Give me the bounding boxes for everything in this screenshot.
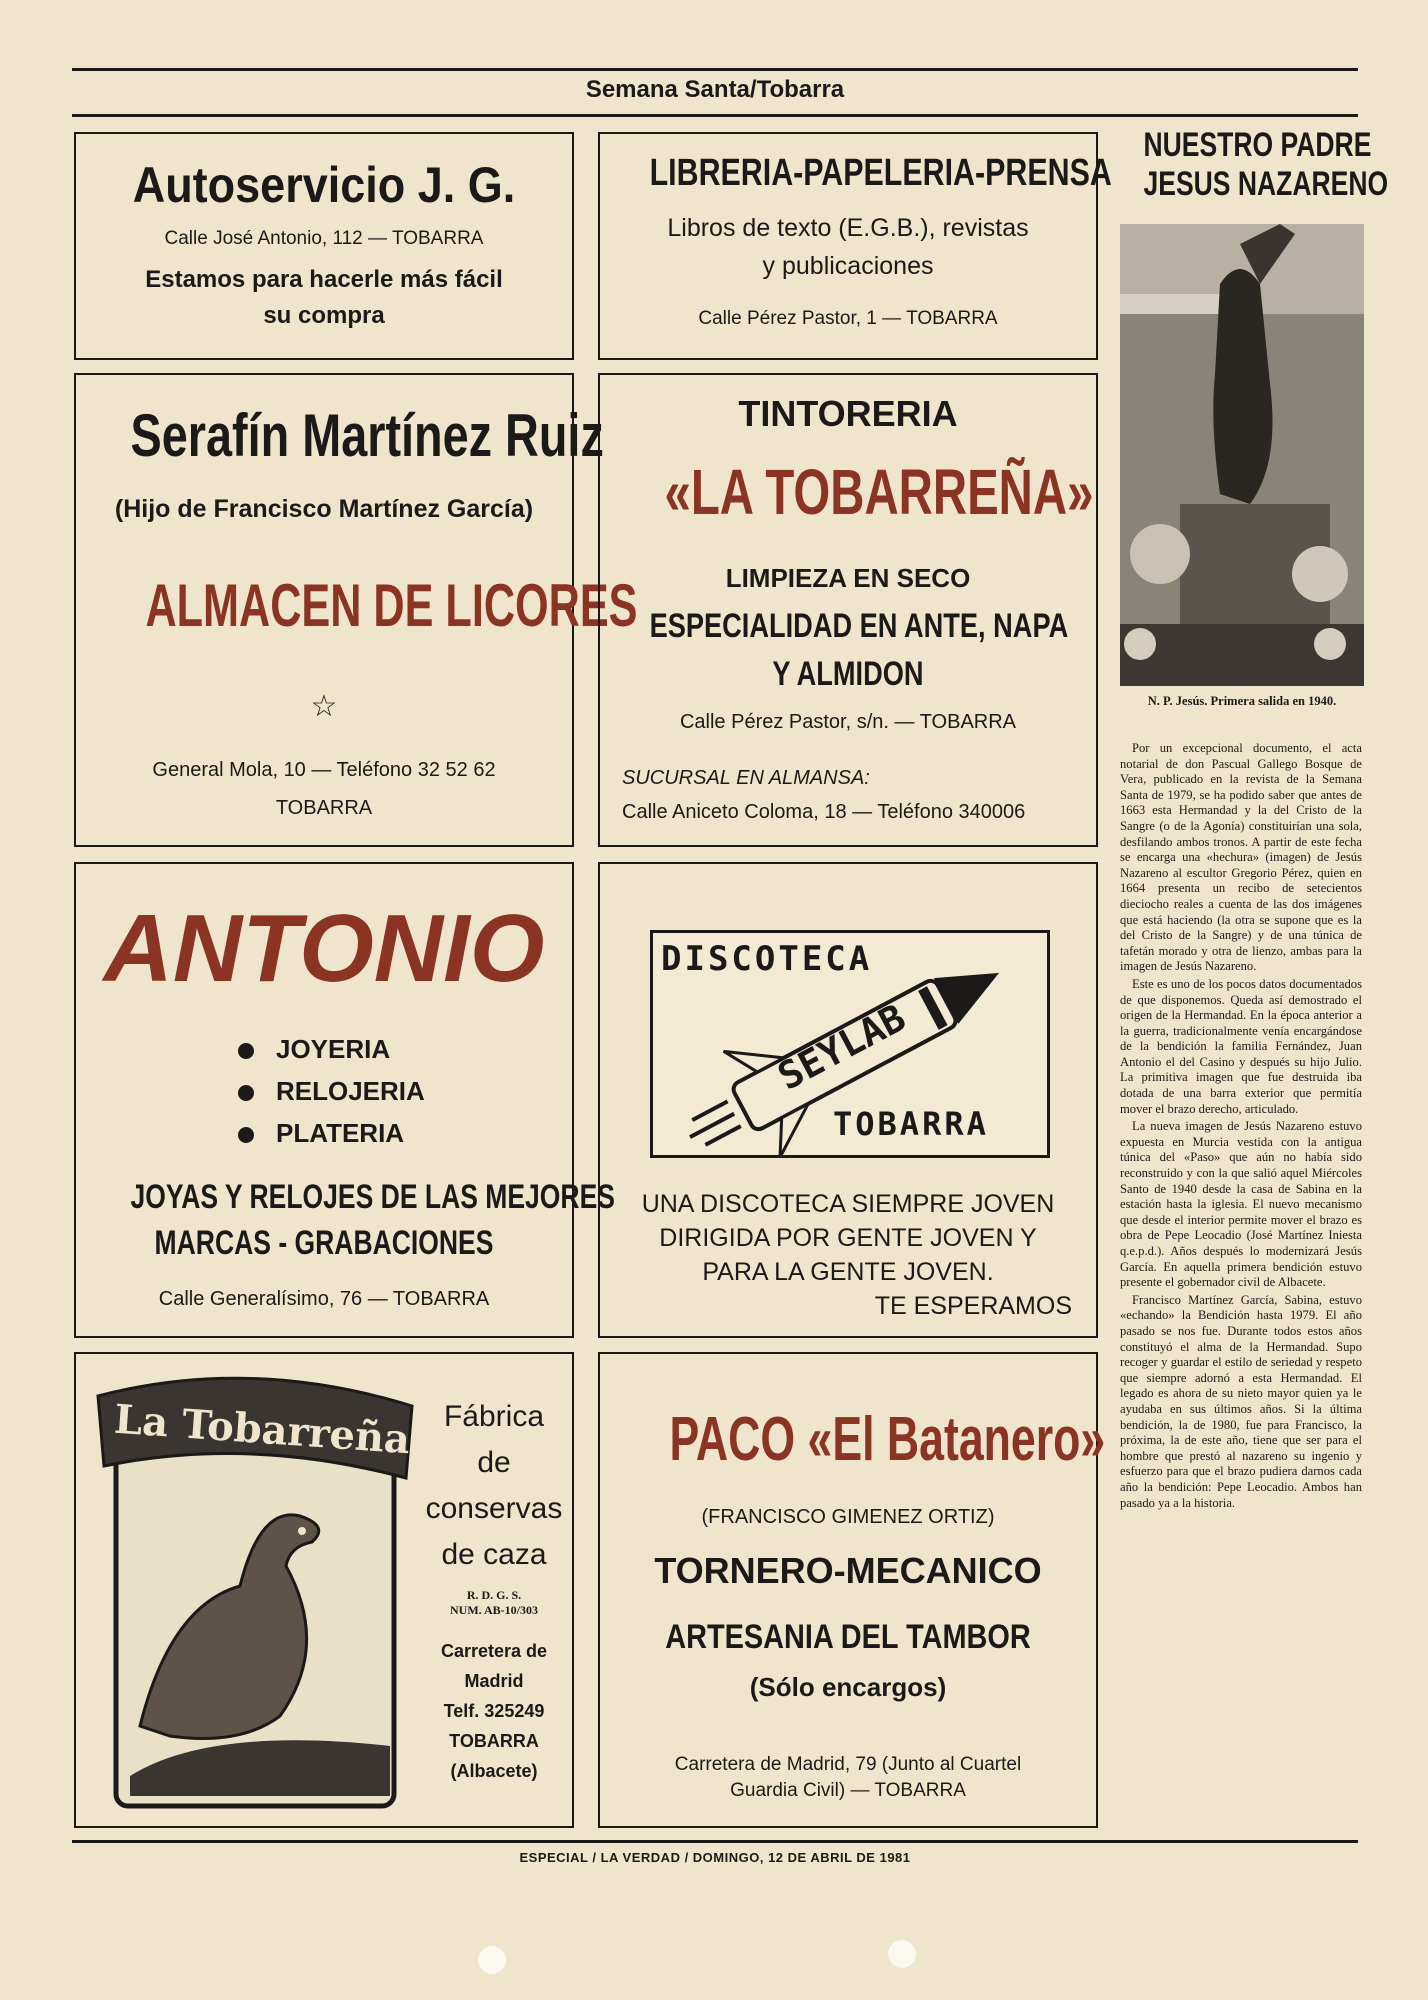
- conservas-addr-2: Madrid: [464, 1671, 524, 1691]
- ad-paco-craft: ARTESANIA DEL TAMBOR: [665, 1618, 1031, 1656]
- ad-tintoreria-line-1: LIMPIEZA EN SECO: [725, 563, 971, 593]
- ad-autoservicio-slogan-1: Estamos para hacerle más fácil: [145, 266, 503, 293]
- ad-antonio: [74, 862, 615, 1338]
- ad-serafin-address: General Mola, 10 — Teléfono 32 52 62: [152, 759, 496, 781]
- ad-libreria-line-2: y publicaciones: [762, 252, 934, 280]
- ad-paco-note: (Sólo encargos): [749, 1672, 947, 1702]
- article-paragraph: Este es uno de los pocos datos documentados de que disponemos. Queda así demostrado el origen de la Hermandad. En la época anterior a la guerra, tradicionalmente venía encargándose de la bendición la familia Fernández, Juan Antonio el del Casino y después su hijo Julio. La primitiva imagen que fue destruida iba dotada de una barra exterior que permitía mover el brazo derecho, articulado.: [1120, 976, 1362, 1116]
- ad-paco: [598, 1352, 1106, 1828]
- ad-tintoreria-line-2: ESPECIALIDAD EN ANTE, NAPA: [649, 607, 1069, 645]
- punch-hole: [888, 1940, 916, 1968]
- ad-antonio-item-2: [238, 1118, 404, 1149]
- ad-discoteca: [598, 862, 1098, 1338]
- ad-tintoreria-title: TINTORERIA: [738, 393, 958, 434]
- star-icon: ☆: [310, 690, 338, 723]
- ad-antonio-item-1: [238, 1076, 425, 1107]
- article-caption: N. P. Jesús. Primera salida en 1940.: [1147, 694, 1337, 708]
- conservas-line-3: conservas: [425, 1492, 563, 1525]
- ad-tintoreria-branch-address: Calle Aniceto Coloma, 18 — Teléfono 340006: [622, 801, 1026, 823]
- conservas-phone: Telf. 325249: [443, 1701, 545, 1721]
- conservas-text: [422, 1394, 566, 1786]
- bullet-icon: [238, 1127, 254, 1143]
- conservas-line-1: Fábrica: [443, 1400, 545, 1433]
- ad-antonio-item-label: RELOJERIA: [276, 1076, 425, 1106]
- conservas-line-4: de caza: [441, 1538, 547, 1571]
- bullet-icon: [238, 1043, 254, 1059]
- ad-discoteca-line-2: DIRIGIDA POR GENTE JOVEN Y: [659, 1224, 1037, 1252]
- ad-serafin-business: ALMACEN DE LICORES: [145, 572, 638, 639]
- ad-discoteca-line-4: TE ESPERAMOS: [874, 1292, 1072, 1320]
- ad-discoteca-line-3: PARA LA GENTE JOVEN.: [702, 1258, 994, 1286]
- article-body: [1120, 741, 1362, 1513]
- discoteca-logo: [650, 930, 1050, 1158]
- ad-autoservicio: [74, 132, 574, 360]
- ad-paco-name: PACO «El Batanero»: [669, 1405, 1106, 1474]
- ad-antonio-item-label: PLATERIA: [276, 1118, 405, 1148]
- footer-text: ESPECIAL / LA VERDAD / DOMINGO, 12 DE ABRIL DE 1981: [519, 1850, 911, 1865]
- article-paragraph: La nueva imagen de Jesús Nazareno estuvo expuesta en Murcia vestida con la antigua túnica del «Paso» que aún no había sido reconstruido y con la que salió aquel Miércoles Santo de 1940 desde la casa de Sabina en la estación hasta la iglesia. El nuevo mecanismo que desde el interior permite mover el brazo es obra de Pepe Leocadio (José Martínez Iniesta q.e.p.d.). Años después lo modernizará Jesús García. En aquella primera bendición estuvo presente el gobernador civil de Albacete.: [1120, 1119, 1362, 1290]
- ad-serafin: [74, 373, 638, 847]
- ad-tintoreria-address: Calle Pérez Pastor, s/n. — TOBARRA: [679, 711, 1017, 733]
- conservas-reg-2: NUM. AB-10/303: [450, 1603, 538, 1617]
- ad-autoservicio-slogan-2: su compra: [263, 302, 385, 329]
- ad-tintoreria-branch-label: SUCURSAL EN ALMANSA:: [622, 767, 870, 789]
- ad-antonio-item-label: JOYERIA: [276, 1034, 391, 1064]
- conservas-province: (Albacete): [450, 1761, 538, 1781]
- header-rule: [72, 114, 1358, 117]
- conservas-line-2: de: [477, 1446, 511, 1479]
- conservas-logo: [90, 1366, 420, 1814]
- ad-serafin-name: Serafín Martínez Ruiz: [130, 402, 604, 469]
- ad-antonio-line-2: MARCAS - GRABACIONES: [154, 1224, 494, 1262]
- ad-libreria-line-1: Libros de texto (E.G.B.), revistas: [667, 214, 1029, 242]
- photo-icon: [1120, 224, 1364, 686]
- ad-serafin-town: TOBARRA: [275, 797, 373, 819]
- ad-tintoreria-name: «LA TOBARREÑA»: [664, 456, 1094, 528]
- ad-autoservicio-name: Autoservicio J. G.: [132, 157, 516, 213]
- article-photo: [1120, 224, 1364, 686]
- discoteca-logo-top: DISCOTECA: [661, 939, 873, 979]
- bullet-icon: [238, 1085, 254, 1101]
- conservas-reg-1: R. D. G. S.: [466, 1588, 522, 1602]
- ad-paco-address-2: Guardia Civil) — TOBARRA: [730, 1780, 966, 1801]
- ad-serafin-subtitle: (Hijo de Francisco Martínez García): [114, 495, 534, 523]
- ad-antonio-address: Calle Generalísimo, 76 — TOBARRA: [158, 1288, 490, 1310]
- ad-libreria-address: Calle Pérez Pastor, 1 — TOBARRA: [698, 308, 998, 329]
- ad-antonio-name: ANTONIO: [103, 895, 545, 1002]
- article-title-2: JESUS NAZARENO: [1143, 165, 1389, 203]
- conservas-addr-1: Carretera de: [440, 1641, 548, 1661]
- ad-libreria: [598, 132, 1112, 360]
- ad-discoteca-line-1: UNA DISCOTECA SIEMPRE JOVEN: [641, 1190, 1055, 1218]
- ad-autoservicio-address: Calle José Antonio, 112 — TOBARRA: [164, 228, 484, 249]
- discoteca-logo-name: SEYLAB: [770, 995, 913, 1099]
- ad-libreria-name: LIBRERIA-PAPELERIA-PRENSA: [649, 152, 1112, 194]
- ad-tintoreria-line-3: Y ALMIDON: [772, 655, 924, 693]
- conservas-town: TOBARRA: [449, 1731, 539, 1751]
- conservas-logo-text: La Tobarreña: [112, 1395, 412, 1464]
- article-title: [1116, 126, 1389, 204]
- article-title-1: NUESTRO PADRE: [1143, 126, 1372, 164]
- footer-rule: [72, 1840, 1358, 1843]
- ad-paco-full-name: (FRANCISCO GIMENEZ ORTIZ): [701, 1506, 995, 1528]
- ad-conservas: [74, 1352, 574, 1828]
- ad-paco-address-1: Carretera de Madrid, 79 (Junto al Cuartel: [674, 1754, 1022, 1775]
- article-paragraph: Por un excepcional documento, el acta notarial de don Pascual Gallego Bosque de Vera, publicado en la revista de la Semana Santa de 1979, se ha podido saber que antes de 1663 esta Hermandad y la del Cristo de la Sangre (o de la Agonía) constituirían una sola, desfilando ambos tronos. A partir de este fecha se encarga una «hechura» (imagen) de Jesús Nazareno al escultor Gregorio Pérez, quien en 1664 presenta un recibo de setecientos dieciocho reales a cuenta de las dos imágenes que está haciendo (la otra se supone que es la del Cristo de la Sangre) y de una túnica de tafetán morado y otra de lienzo, ambas para la imagen de Jesús Nazareno.: [1120, 741, 1362, 974]
- ad-paco-trade: TORNERO-MECANICO: [654, 1550, 1042, 1591]
- ad-tintoreria: [598, 373, 1098, 847]
- ad-antonio-item-0: [238, 1034, 390, 1065]
- discoteca-logo-bottom: TOBARRA: [833, 1105, 989, 1143]
- top-rule: [72, 68, 1358, 71]
- section-header: Semana Santa/Tobarra: [585, 76, 845, 103]
- article-paragraph: Francisco Martínez García, Sabina, estuvo «echando» la Bendición hasta 1979. El año pasado se nos fue. Durante todos estos años constituyó el alma de la Hermandad. Supo recoger y guardar el estilo de seriedad y respeto que siempre adornó a esta Hermandad. El legado es ahora de su nieto mayor quien ya le ayudaba en sus últimos años. Si la última bendición, la de 1980, fue para Francisco, la próxima, la de este año, tiene que ser para el hombre que prestó al nazareno su ingenio y esfuerzo para que el brazo pudiera darnos cada año la bendición: Pepe Leocadio. Ambos han pasado ya a la historia.: [1120, 1292, 1362, 1510]
- punch-hole: [478, 1946, 506, 1974]
- ad-antonio-line-1: JOYAS Y RELOJES DE LAS MEJORES: [130, 1178, 615, 1216]
